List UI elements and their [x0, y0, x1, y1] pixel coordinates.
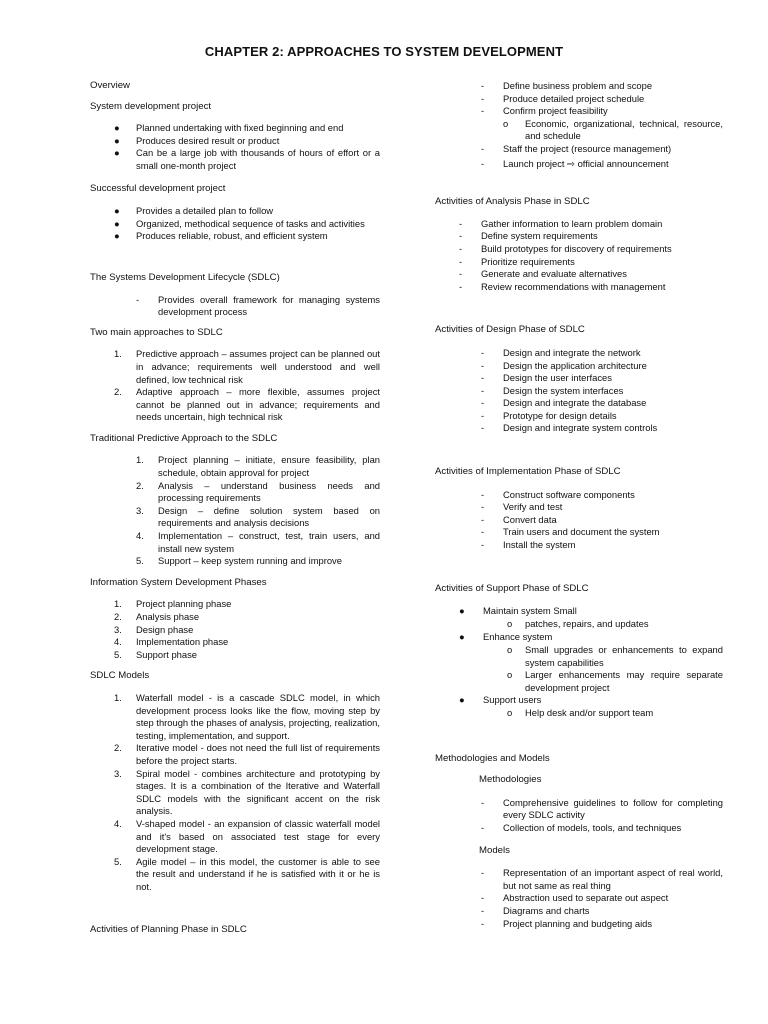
- analysis-phase-list: [459, 218, 723, 294]
- list-item: 1. Project planning – initiate, ensure feasibility, plan schedule, obtain approval for project: [136, 454, 380, 479]
- list-item: - Build prototypes for discovery of requirements: [459, 242, 672, 254]
- list-item: ● Organized, methodical sequence of tasks and activities: [114, 217, 365, 229]
- list-item: - Provides overall framework for managing systems development process: [136, 293, 380, 318]
- left-column: [90, 80, 380, 937]
- list-item: - Staff the project (resource management): [481, 142, 672, 154]
- list-item: ● Produces desired result or product: [114, 134, 280, 146]
- list-item: - Project planning and budgeting aids: [481, 917, 653, 929]
- successful-project-list: [114, 205, 380, 243]
- list-item: 4. Implementation – construct, test, train users, and install new system: [136, 530, 380, 554]
- list-item: - Generate and evaluate alternatives: [459, 268, 627, 280]
- list-item: 1. Waterfall model - is a cascade SDLC model, in which development process looks like the flow, moving step by step through the phases of analysis, projecting, realization, testing, implementation, and support.: [114, 691, 380, 741]
- list-item: - Diagrams and charts: [481, 904, 590, 916]
- list-item: - Representation of an important aspect of real world, but not same as real thing: [481, 867, 723, 891]
- list-item: - Gather information to learn problem domain: [459, 217, 663, 229]
- sdlc-models-heading: SDLC Models: [90, 670, 150, 682]
- list-item: - Install the system: [481, 539, 576, 551]
- analysis-phase-heading: Activities of Analysis Phase in SDLC: [435, 196, 590, 208]
- list-item: ● Support users: [459, 694, 542, 706]
- successful-project-heading: Successful development project: [90, 182, 226, 194]
- system-dev-project-list: [114, 122, 380, 172]
- list-item: 1. Predictive approach – assumes project can be planned out in advance; requirements well understood and well defined, low technical risk: [114, 348, 380, 385]
- list-item: 2. Analysis – understand business needs and processing requirements: [136, 479, 380, 504]
- list-item: - Abstraction used to separate out aspect: [481, 892, 669, 904]
- sdlc-models-list: [114, 692, 380, 894]
- list-item: - Prototype for design details: [481, 409, 617, 421]
- list-item: 4. V-shaped model - an expansion of classic waterfall model and it's based on associated test stage for every development stage.: [114, 817, 380, 855]
- list-item: 2. Analysis phase: [114, 611, 200, 622]
- list-item: - Design the application architecture: [481, 359, 647, 371]
- list-item: ● Maintain system Small: [459, 605, 577, 617]
- list-item: 5. Support – keep system running and improve: [136, 555, 342, 567]
- list-item: - Construct software components: [481, 488, 635, 500]
- list-item: - Design and integrate system controls: [481, 422, 658, 434]
- list-item: - Design the user interfaces: [481, 372, 612, 384]
- list-item: o Small upgrades or enhancements to expand system capabilities: [507, 644, 723, 668]
- list-item: - Design and integrate the database: [481, 397, 647, 409]
- support-phase-list: [459, 605, 723, 719]
- two-approaches-list: [114, 348, 380, 424]
- list-item: - Prioritize requirements: [459, 255, 575, 267]
- implementation-phase-list: [481, 489, 723, 552]
- support-phase-heading: Activities of Support Phase of SDLC: [435, 582, 589, 594]
- implementation-phase-heading: Activities of Implementation Phase of SDLC: [435, 466, 621, 478]
- list-item: 3. Design – define solution system based on requirements and analysis decisions: [136, 504, 380, 529]
- list-item: - Verify and test: [481, 501, 563, 513]
- traditional-heading: Traditional Predictive Approach to the SDLC: [90, 432, 278, 444]
- list-item: o Larger enhancements may require separate development project: [507, 669, 723, 693]
- sdlc-heading: The Systems Development Lifecycle (SDLC): [90, 271, 280, 283]
- list-item: ● Produces reliable, robust, and efficient system: [114, 230, 328, 242]
- list-item: 2. Adaptive approach – more flexible, assumes project cannot be planned out in advance; requirements and needs uncertain, high technical risk: [114, 386, 380, 423]
- list-item: 4. Implementation phase: [114, 636, 229, 648]
- list-item: - Train users and document the system: [481, 526, 660, 538]
- info-phases-list: [114, 598, 380, 661]
- feasibility-sublist: [473, 118, 723, 143]
- info-phases-heading: Information System Development Phases: [90, 576, 267, 588]
- models-subheading: Models: [479, 844, 510, 856]
- list-item: - Produce detailed project schedule: [481, 92, 645, 104]
- list-item: - Convert data: [481, 513, 557, 525]
- list-item: ● Provides a detailed plan to follow: [114, 205, 274, 217]
- list-item: 2. Iterative model - does not need the full list of requirements before the project starts.: [114, 742, 380, 766]
- list-item: - Design the system interfaces: [481, 384, 624, 396]
- list-item: - Define business problem and scope: [481, 80, 653, 91]
- methodologies-list: [481, 797, 723, 835]
- list-item: - Review recommendations with management: [459, 280, 666, 292]
- models-list: [481, 867, 723, 930]
- list-item: - Confirm project feasibility: [481, 105, 608, 117]
- design-phase-heading: Activities of Design Phase of SDLC: [435, 324, 585, 336]
- planning-phase-heading: Activities of Planning Phase in SDLC: [90, 924, 247, 936]
- planning-phase-list-2: [481, 143, 723, 170]
- traditional-list: [136, 454, 380, 567]
- list-item: ● Planned undertaking with fixed beginning and end: [114, 122, 344, 134]
- list-item: 5. Agile model – in this model, the customer is able to see the result and understand if he is satisfied with it or he is not.: [114, 855, 380, 892]
- list-item: 1. Project planning phase: [114, 598, 232, 610]
- list-item: - Design and integrate the network: [481, 346, 641, 358]
- right-column: [435, 80, 723, 930]
- two-approaches-heading: Two main approaches to SDLC: [90, 326, 223, 338]
- list-item: o Help desk and/or support team: [507, 706, 654, 718]
- sdlc-list: [136, 294, 380, 319]
- chapter-title: CHAPTER 2: APPROACHES TO SYSTEM DEVELOPMENT: [204, 44, 564, 59]
- planning-phase-list: [481, 80, 723, 118]
- overview-heading: Overview: [90, 80, 130, 91]
- list-item: - Launch project ⇨ official announcement: [481, 157, 669, 169]
- list-item: ● Can be a large job with thousands of hours of effort or a small one-month project: [114, 147, 380, 171]
- methodologies-models-heading: Methodologies and Models: [435, 752, 550, 764]
- system-dev-project-heading: System development project: [90, 100, 212, 112]
- list-item: 5. Support phase: [114, 648, 197, 660]
- design-phase-list: [481, 347, 723, 435]
- list-item: ● Enhance system: [459, 631, 553, 643]
- list-item: - Collection of models, tools, and techniques: [481, 821, 682, 833]
- list-item: o patches, repairs, and updates: [507, 617, 649, 629]
- list-item: - Comprehensive guidelines to follow for completing every SDLC activity: [481, 796, 723, 821]
- list-item: 3. Spiral model - combines architecture and prototyping by stages. It is a combination of the Iterative and Waterfall SDLC models with the significant accent on the risk analysis.: [114, 767, 380, 817]
- list-item: - Define system requirements: [459, 230, 598, 242]
- list-item: o Economic, organizational, technical, resource, and schedule: [503, 117, 723, 142]
- methodologies-subheading: Methodologies: [479, 774, 542, 786]
- list-item: 3. Design phase: [114, 623, 194, 635]
